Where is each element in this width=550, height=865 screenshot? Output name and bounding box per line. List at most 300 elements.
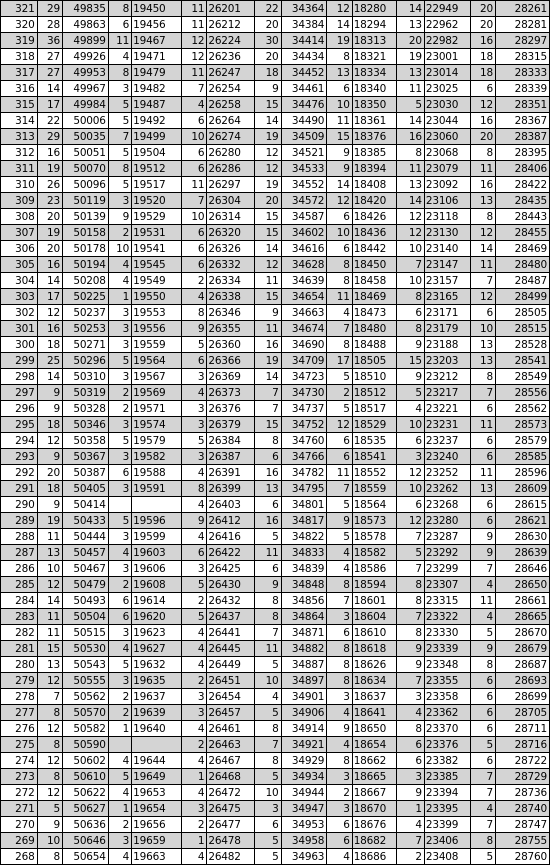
table-cell: 314 [1,113,38,129]
table-cell: 8 [108,1,131,17]
table-cell: 11 [255,545,281,561]
table-cell: 50194 [63,257,109,273]
table-cell: 7 [470,561,495,577]
table-cell: 18564 [352,497,397,513]
table-cell: 18594 [352,577,397,593]
table-cell: 12 [397,209,424,225]
table-cell: 34752 [281,417,327,433]
table-cell: 15 [37,641,62,657]
table-cell: 23221 [424,401,470,417]
table-cell: 49899 [63,33,109,49]
table-cell: 7 [181,81,206,97]
table-row [1,561,550,577]
table-cell: 5 [397,97,424,113]
table-cell: 34817 [281,513,327,529]
table-cell: 23376 [424,737,470,753]
table-cell: 28679 [496,641,550,657]
table-cell: 6 [108,609,131,625]
table-cell: 26463 [207,737,255,753]
table-cell: 50387 [63,465,109,481]
table-cell: 8 [108,65,131,81]
table-cell: 8 [327,257,352,273]
table-cell: 18488 [352,337,397,353]
table-cell: 6 [108,465,131,481]
table-cell: 30 [255,33,281,49]
table-cell: 311 [1,161,38,177]
table-cell: 14 [37,81,62,97]
table-cell: 289 [1,513,38,529]
table-cell: 26274 [207,129,255,145]
table-cell: 286 [1,561,38,577]
table-cell: 2 [108,577,131,593]
table-cell: 26399 [207,481,255,497]
table-cell: 19571 [132,401,182,417]
table-cell: 3 [397,449,424,465]
table-cell: 23217 [424,385,470,401]
table-cell: 18436 [352,225,397,241]
table-cell: 284 [1,593,38,609]
table-cell: 3 [181,689,206,705]
table-cell: 50158 [63,225,109,241]
table-cell: 18662 [352,753,397,769]
table-cell: 34760 [281,433,327,449]
table-cell: 5 [327,529,352,545]
table-cell: 11 [181,177,206,193]
table-cell: 3 [327,609,352,625]
table-cell: 19603 [132,545,182,561]
table-cell: 19627 [132,641,182,657]
table-cell: 28760 [496,849,550,865]
table-cell: 13 [470,353,495,369]
table-cell: 18626 [352,657,397,673]
table-cell: 23348 [424,657,470,673]
table-cell: 11 [470,417,495,433]
table-row [1,673,550,689]
table-cell: 50562 [63,689,109,705]
table-row [1,225,550,241]
table-cell: 50319 [63,385,109,401]
table-row [1,513,550,529]
table-cell: 19574 [132,417,182,433]
table-cell: 13 [327,65,352,81]
table-cell: 6 [470,721,495,737]
table-cell: 19 [255,129,281,145]
table-cell: 34882 [281,641,327,657]
table-cell: 20 [255,49,281,65]
table-cell: 34616 [281,241,327,257]
table-cell: 34958 [281,833,327,849]
table-cell: 26338 [207,289,255,305]
table-cell: 23030 [424,97,470,113]
table-cell: 26437 [207,609,255,625]
table-cell: 12 [37,721,62,737]
table-cell: 5 [470,625,495,641]
table-cell: 4 [108,257,131,273]
table-cell: 28339 [496,81,550,97]
table-cell [108,497,131,513]
table-cell: 26387 [207,449,255,465]
table-cell: 1 [108,801,131,817]
table-cell: 34364 [281,1,327,17]
table-cell: 6 [327,241,352,257]
table-cell: 50590 [63,737,109,753]
table-cell: 34639 [281,273,327,289]
table-cell: 12 [37,753,62,769]
table-cell: 23382 [424,753,470,769]
table-cell: 9 [37,449,62,465]
table-cell: 18340 [352,81,397,97]
table-cell: 8 [397,721,424,737]
table-cell: 50405 [63,481,109,497]
table-cell: 11 [37,625,62,641]
table-cell: 292 [1,465,38,481]
table-cell: 285 [1,577,38,593]
table-cell: 12 [37,305,62,321]
table-cell: 8 [470,145,495,161]
table-cell: 26467 [207,753,255,769]
table-cell: 12 [37,785,62,801]
table-cell: 23060 [424,129,470,145]
table-cell: 12 [470,289,495,305]
table-cell: 16 [397,129,424,145]
table-cell: 269 [1,833,38,849]
table-cell: 26468 [207,769,255,785]
table-cell: 26360 [207,337,255,353]
table-cell: 8 [470,657,495,673]
table-cell: 4 [327,849,352,865]
table-cell: 18665 [352,769,397,785]
table-cell: 19529 [132,209,182,225]
table-cell: 11 [37,529,62,545]
table-cell: 26425 [207,561,255,577]
table-cell: 18552 [352,465,397,481]
table-cell: 34934 [281,769,327,785]
table-cell: 2 [181,737,206,753]
table-cell: 13 [37,657,62,673]
table-cell: 34414 [281,33,327,49]
table-cell: 7 [397,257,424,273]
table-cell: 49835 [63,1,109,17]
table-cell: 8 [37,737,62,753]
table-row [1,769,550,785]
table-cell: 50271 [63,337,109,353]
table-cell: 28639 [496,545,550,561]
table-cell: 50654 [63,849,109,865]
table-cell: 5 [108,145,131,161]
table-cell: 28562 [496,401,550,417]
table-cell: 19564 [132,353,182,369]
table-cell: 5 [255,529,281,545]
table-cell: 6 [327,209,352,225]
table-cell: 12 [37,673,62,689]
table-cell: 28693 [496,673,550,689]
table-cell: 11 [108,33,131,49]
table-cell: 18529 [352,417,397,433]
table-cell: 11 [181,65,206,81]
table-cell: 6 [397,737,424,753]
table-cell: 18280 [352,1,397,17]
table-cell: 19632 [132,657,182,673]
table-cell: 26258 [207,97,255,113]
table-cell: 14 [37,593,62,609]
table-cell: 4 [181,849,206,865]
table-cell: 6 [327,449,352,465]
table-cell: 26201 [207,1,255,17]
table-cell: 9 [397,657,424,673]
table-cell: 20 [255,193,281,209]
table-cell [132,497,182,513]
table-row [1,33,550,49]
table-cell: 18469 [352,289,397,305]
table-cell: 28487 [496,273,550,289]
table-cell: 26224 [207,33,255,49]
table-cell: 19 [255,353,281,369]
table-cell: 15 [255,289,281,305]
table-cell: 9 [37,817,62,833]
table-row [1,849,550,865]
table-cell: 18 [37,337,62,353]
table-cell: 20 [470,129,495,145]
table-row [1,353,550,369]
table-cell: 23315 [424,593,470,609]
table-cell: 34856 [281,593,327,609]
table-cell: 5 [108,769,131,785]
table-cell: 12 [327,417,352,433]
table-cell: 26373 [207,385,255,401]
table-cell: 23355 [424,673,470,689]
table-cell: 16 [255,513,281,529]
table-cell: 28621 [496,513,550,529]
table-cell: 23130 [424,225,470,241]
table-cell: 19 [327,33,352,49]
table-cell: 5 [397,385,424,401]
table-cell: 10 [397,481,424,497]
table-cell: 16 [37,321,62,337]
table-cell: 13 [37,545,62,561]
table-row [1,81,550,97]
table-cell: 34901 [281,689,327,705]
table-cell: 50237 [63,305,109,321]
table-cell: 4 [255,689,281,705]
table-cell: 28435 [496,193,550,209]
table-cell: 9 [255,577,281,593]
table-cell: 23079 [424,161,470,177]
table-row [1,177,550,193]
table-cell: 23252 [424,465,470,481]
table-cell: 34587 [281,209,327,225]
table-cell: 34839 [281,561,327,577]
table-cell: 22949 [424,1,470,17]
table-cell: 36 [37,33,62,49]
table-cell: 26326 [207,241,255,257]
table-cell: 19517 [132,177,182,193]
table-cell: 34833 [281,545,327,561]
table-cell: 6 [255,449,281,465]
table-cell: 34452 [281,65,327,81]
table-cell: 23406 [424,833,470,849]
table-cell: 27 [37,65,62,81]
table-cell: 10 [470,321,495,337]
table-cell: 5 [327,369,352,385]
table-cell: 8 [470,369,495,385]
table-cell: 23212 [424,369,470,385]
table-cell: 20 [470,1,495,17]
table-cell: 4 [327,305,352,321]
table-cell: 23362 [424,705,470,721]
table-row [1,241,550,257]
table-row [1,385,550,401]
table-cell: 8 [37,849,62,865]
table-cell: 26461 [207,721,255,737]
table-cell: 18559 [352,481,397,497]
table-cell: 26314 [207,209,255,225]
table-cell [108,737,131,753]
table-cell: 26264 [207,113,255,129]
table-cell: 9 [397,641,424,657]
table-cell: 28515 [496,321,550,337]
table-cell: 13 [470,337,495,353]
table-cell: 5 [327,401,352,417]
table-cell: 23307 [424,577,470,593]
table-cell: 18641 [352,705,397,721]
table-cell: 4 [327,561,352,577]
table-cell: 291 [1,481,38,497]
table-cell: 19608 [132,577,182,593]
table-row [1,817,550,833]
table-cell: 308 [1,209,38,225]
table-cell: 20 [470,17,495,33]
table-cell: 9 [397,369,424,385]
table-cell: 9 [37,497,62,513]
table-cell: 19492 [132,113,182,129]
table-cell: 28585 [496,449,550,465]
table-cell: 23231 [424,417,470,433]
table-cell: 19588 [132,465,182,481]
table-cell: 34709 [281,353,327,369]
table-cell: 49967 [63,81,109,97]
table-cell: 34509 [281,129,327,145]
table-cell: 4 [181,625,206,641]
table-cell: 15 [397,353,424,369]
table-cell: 28665 [496,609,550,625]
table-cell: 274 [1,753,38,769]
table-cell: 4 [181,721,206,737]
table-cell: 23385 [424,769,470,785]
table-row [1,49,550,65]
table-cell: 4 [181,641,206,657]
table-row [1,145,550,161]
table-cell: 310 [1,177,38,193]
table-row [1,721,550,737]
table-cell: 34929 [281,753,327,769]
table-cell: 3 [108,369,131,385]
table-cell: 7 [108,129,131,145]
table-cell: 50367 [63,449,109,465]
table-cell: 28261 [496,1,550,17]
table-cell: 8 [327,273,352,289]
table-cell: 10 [181,129,206,145]
table-cell: 34766 [281,449,327,465]
table-cell: 271 [1,801,38,817]
table-cell: 26403 [207,497,255,513]
table-cell: 50646 [63,833,109,849]
table-cell: 319 [1,33,38,49]
table-cell: 4 [327,705,352,721]
table-cell: 26445 [207,641,255,657]
table-cell: 5 [397,545,424,561]
table-cell: 5 [108,513,131,529]
table-cell: 28729 [496,769,550,785]
table-cell: 19663 [132,849,182,865]
table-cell: 28646 [496,561,550,577]
table-cell: 18458 [352,273,397,289]
table-row [1,497,550,513]
table-cell: 18512 [352,385,397,401]
table-cell: 18667 [352,785,397,801]
table-cell: 6 [470,449,495,465]
table-cell: 7 [470,385,495,401]
table-row [1,337,550,353]
table-cell: 12 [255,257,281,273]
table-cell: 6 [181,241,206,257]
table-cell: 28 [37,17,62,33]
table-cell: 34434 [281,49,327,65]
table-cell: 304 [1,273,38,289]
table-cell: 26254 [207,81,255,97]
table-cell: 9 [327,145,352,161]
table-cell: 8 [397,289,424,305]
table-cell: 17 [37,97,62,113]
table-cell: 49926 [63,49,109,65]
table-cell: 4 [108,545,131,561]
table-cell: 303 [1,289,38,305]
table-cell: 3 [181,401,206,417]
table-cell: 50570 [63,705,109,721]
table-cell: 34723 [281,369,327,385]
table-cell: 23068 [424,145,470,161]
table-cell [132,737,182,753]
table-cell: 283 [1,609,38,625]
table-cell: 12 [470,97,495,113]
table-cell: 49863 [63,17,109,33]
table-cell: 23408 [424,849,470,865]
table-cell: 5 [108,97,131,113]
table-cell: 19644 [132,753,182,769]
table-cell: 28505 [496,305,550,321]
table-cell: 11 [37,609,62,625]
table-cell: 3 [108,305,131,321]
table-cell: 8 [327,673,352,689]
table-cell: 5 [255,705,281,721]
table-cell: 1 [108,289,131,305]
table-cell: 50433 [63,513,109,529]
table-cell: 50358 [63,433,109,449]
table-cell: 34552 [281,177,327,193]
table-cell: 28469 [496,241,550,257]
table-cell: 318 [1,49,38,65]
table-cell: 23330 [424,625,470,641]
table-cell: 28281 [496,17,550,33]
table-cell: 3 [255,801,281,817]
table-cell: 6 [255,817,281,833]
table-cell: 8 [181,481,206,497]
table-row [1,257,550,273]
table-cell: 6 [181,161,206,177]
table-cell: 287 [1,545,38,561]
table-cell: 9 [470,529,495,545]
table-cell: 8 [327,577,352,593]
table-cell: 320 [1,17,38,33]
